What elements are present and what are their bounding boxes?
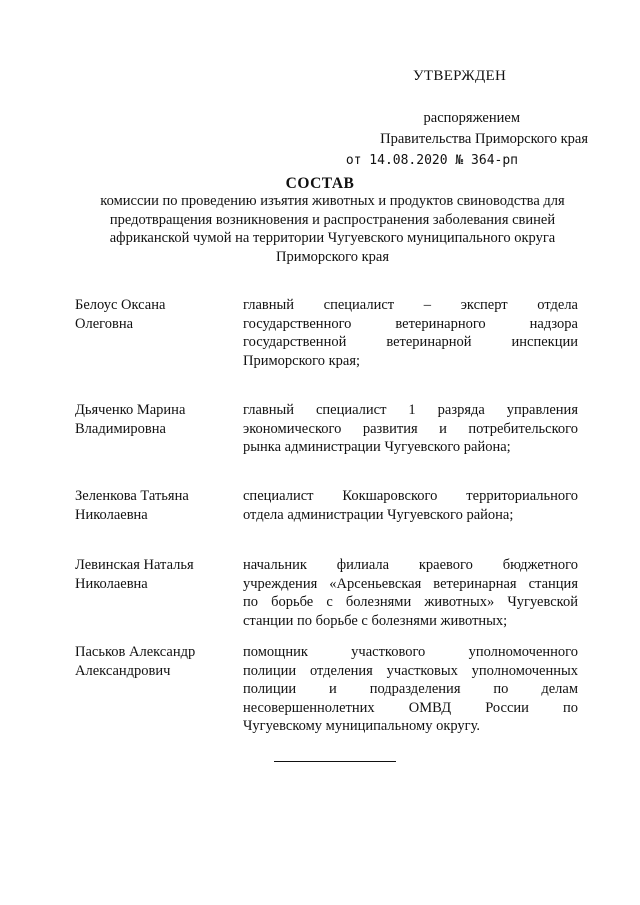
- member-name: [75, 487, 225, 524]
- member-role-line: отдела администрации Чугуевского района;: [243, 506, 514, 523]
- member-name-line: Дьяченко Марина: [75, 402, 186, 418]
- member-role-line: по борьбе с болезнями животных» Чугуевской: [243, 594, 578, 610]
- approval-date-number: от 14.08.2020 № 364-рп: [345, 153, 518, 168]
- member-role-line: Приморского края;: [243, 352, 361, 369]
- member-name: [75, 643, 225, 680]
- approval-government: Правительства Приморского края: [380, 131, 588, 147]
- member-name-line: Олеговна: [75, 315, 134, 332]
- member-role: [243, 556, 578, 630]
- member-name-line: Владимировна: [75, 420, 166, 437]
- member-role-line: начальник филиала краевого бюджетного: [243, 557, 578, 573]
- subtitle-line: Приморского края: [275, 248, 389, 265]
- approved-label: УТВЕРЖДЕН: [413, 68, 507, 84]
- member-role-line: специалист Кокшаровского территориального: [243, 488, 578, 504]
- member-name-line: Николаевна: [75, 506, 148, 523]
- member-role: [243, 296, 578, 370]
- member-name-line: Левинская Наталья: [75, 557, 194, 573]
- member-name: [75, 401, 225, 438]
- document-subtitle: [80, 192, 585, 266]
- member-role-line: несовершеннолетних ОМВД России по: [243, 699, 578, 716]
- member-role: [243, 401, 578, 457]
- member-role-line: рынка администрации Чугуевского района;: [243, 439, 511, 455]
- subtitle-line: предотвращения возникновения и распространения заболевания свиней: [109, 211, 556, 228]
- member-role-line: полиции отделения участковых уполномоченных: [243, 662, 578, 679]
- approval-order-label: распоряжением: [423, 110, 520, 126]
- member-name-line: Зеленкова Татьяна: [75, 488, 189, 504]
- member-role-line: помощник участкового уполномоченного: [243, 644, 578, 660]
- member-name: [75, 296, 225, 333]
- member-name: [75, 556, 225, 593]
- member-name-line: Белоус Оксана: [75, 297, 166, 313]
- approval-block: [346, 108, 588, 171]
- member-role-line: главный специалист – эксперт отдела: [243, 297, 578, 313]
- member-role-line: Чугуевскому муниципальному округу.: [243, 718, 481, 734]
- member-role-line: полиции и подразделения по делам: [243, 681, 578, 697]
- member-role: [243, 643, 578, 736]
- closing-separator-line: [274, 761, 396, 762]
- subtitle-line: африканской чумой на территории Чугуевского муниципального округа: [109, 230, 556, 246]
- document-title: СОСТАВ: [285, 175, 355, 192]
- member-role-line: станции по борьбе с болезнями животных;: [243, 612, 508, 629]
- member-role-line: государственного ветеринарного надзора: [243, 315, 578, 332]
- member-role: [243, 487, 578, 524]
- member-name-line: Александрович: [75, 662, 171, 679]
- member-role-line: главный специалист 1 разряда управления: [243, 402, 578, 418]
- member-role-line: государственной ветеринарной инспекции: [243, 334, 578, 350]
- member-name-line: Николаевна: [75, 575, 148, 592]
- member-role-line: учреждения «Арсеньевская ветеринарная станция: [243, 575, 578, 592]
- member-role-line: экономического развития и потребительского: [243, 420, 578, 437]
- subtitle-line: комиссии по проведению изъятия животных и продуктов свиноводства для: [100, 193, 565, 209]
- member-name-line: Паськов Александр: [75, 644, 196, 660]
